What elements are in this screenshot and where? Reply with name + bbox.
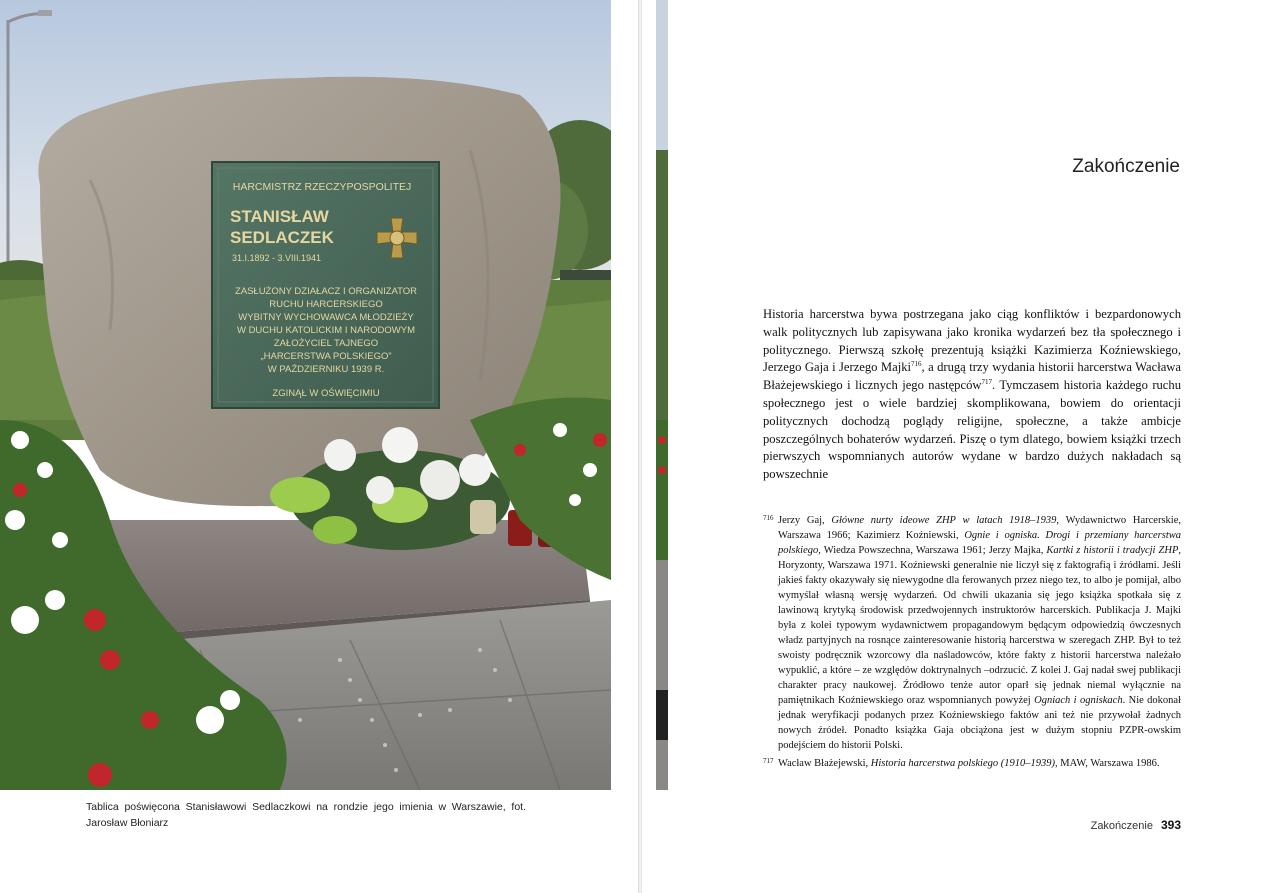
page-number: 393: [1160, 818, 1181, 832]
footnote-ref[interactable]: 716: [911, 360, 922, 369]
plaque-line: „HARCERSTWA POLSKIEGO”: [260, 351, 392, 362]
body-paragraph: [763, 306, 1181, 484]
footnote-title: Ogniach i ogniskach: [1034, 695, 1123, 706]
footnote-number: 717: [763, 757, 774, 765]
footnote-text: Jerzy Gaj,: [778, 515, 832, 526]
footnotes: [763, 513, 1181, 774]
running-footer: [1060, 818, 1181, 832]
footnote: [763, 513, 1181, 753]
running-head-title: Zakończenie: [1090, 820, 1153, 832]
body-text-part: Historia harcerstwa bywa postrzegana jako ciąg konfliktów i bezpardonowych walk politycznych lub zapisywana jako kronika wydarzeń bez tła społecznego i politycznego. Pierwszą szkołę prezentują książki Kazimierza Koźniewskiego, Jerzego Gaja i Jerzego Majki: [763, 307, 1181, 375]
footnote-text: Wacław Błażejewski,: [778, 758, 871, 769]
plaque-line: W PAŹDZIERNIKU 1939 R.: [267, 364, 385, 375]
plaque-heading: HARCMISTRZ RZECZYPOSPOLITEJ: [232, 181, 412, 193]
footnote-number: 716: [763, 514, 774, 522]
plaque-line: WYBITNY WYCHOWAWCA MŁODZIEŻY: [238, 312, 414, 323]
footnote-text: . Nie dokonał jednak weryfikacji podanych przez Koźniewskiego faktów ani też nie przywołał żadnych nowych źródeł. Ponadto książka Gaja obciążona jest w dużym stopniu PZPR-owskim podejściem do historii Polski.: [778, 695, 1181, 751]
footnote-ref[interactable]: 717: [981, 378, 992, 386]
footnote-text: , Wydawnictwo Harcerskie, Warszawa 1966; Kazimierz Koźniewski,: [778, 515, 1181, 541]
footnote: [763, 756, 1181, 771]
plaque-dates: 31.I.1892 - 3.VIII.1941: [232, 253, 322, 263]
chapter-title: Zakończenie: [1072, 156, 1180, 177]
plaque-line: RUCHU HARCERSKIEGO: [269, 299, 383, 310]
memorial-photo: [0, 0, 611, 790]
footnote-text: , MAW, Warszawa 1986.: [1054, 758, 1160, 769]
plaque-name-first: STANISŁAW: [230, 207, 329, 226]
footnote-title: Główne nurty ideowe ZHP w latach 1918–1939: [831, 515, 1057, 526]
plaque-line: ZAŁOŻYCIEL TAJNEGO: [273, 338, 379, 349]
photo-caption: Tablica poświęcona Stanisławowi Sedlaczkowi na rondzie jego imienia w Warszawie, fot. Jarosław Błoniarz: [86, 801, 526, 829]
footnote-title: Historia harcerstwa polskiego (1910–1939): [870, 758, 1055, 769]
footnote-title: Ognie i ogniska. Drogi i przemiany harcerstwa polskiego: [778, 530, 1181, 556]
footnote-text: , Wiedza Powszechna, Warszawa 1961; Jerzy Majka,: [818, 545, 1047, 556]
photo-bleed-strip: [656, 0, 668, 790]
plaque-name-last: SEDLACZEK: [230, 228, 334, 247]
plaque-line: ZASŁUŻONY DZIAŁACZ I ORGANIZATOR: [234, 286, 418, 297]
plaque-line: ZGINĄŁ W OŚWIĘCIMIU: [272, 388, 380, 399]
book-gutter: [638, 0, 642, 893]
body-text-part: , a drugą trzy wydania historii harcerstwa Wacława Błażejewskiego i licznych jego następców: [763, 360, 1181, 393]
footnote-text: , Horyzonty, Warszawa 1971. Koźniewski generalnie nie liczył się z faktografią i źródłami. Jeśli jakieś fakty okazywały się niewygodne dla ferowanych przez niego tez, to albo je pomijał, albo wymyślał własną wersję wydarzeń. Od chwili ukazania się jego książka spotkała się z lawinową krytyką środowisk przedwojennych instruktorów harcerskich. Publikacja J. Majki była z kolei typowym wydawnictwem propagandowym będącym odpowiedzią ówczesnych władz partyjnych na rosnące zainteresowanie historią harcerstwa w szeregach ZHP. Był to też swoisty podręcznik wzorcowy dla naśladowców, które fakty z historii harcerstwa należało wypuklić, a które – ze względów doktrynalnych –odrzucić. Z kolei J. Gaj nadał swej publikacji charakter pracy naukowej. Źródłowo tenże autor oparł się jednak niemal wyłącznie na pamiętnikach Koźniewskiego oraz wspomnianych powyżej: [778, 545, 1181, 706]
footnote-title: Kartki z historii i tradycji ZHP: [1046, 545, 1179, 556]
body-text-part: . Tymczasem historia każdego ruchu społecznego jest o wiele bardziej skomplikowana, bowiem do orientacji politycznych dochodzą poglądy religijne, społeczne, a także ambicje poszczególnych bohaterów wydarzeń. Piszę o tym dlatego, bowiem książki trzech pierwszych wspomnianych autorów wydane w bardzo dużych nakładach są powszechnie: [763, 378, 1181, 482]
plaque-line: W DUCHU KATOLICKIM I NARODOWYM: [236, 325, 416, 336]
